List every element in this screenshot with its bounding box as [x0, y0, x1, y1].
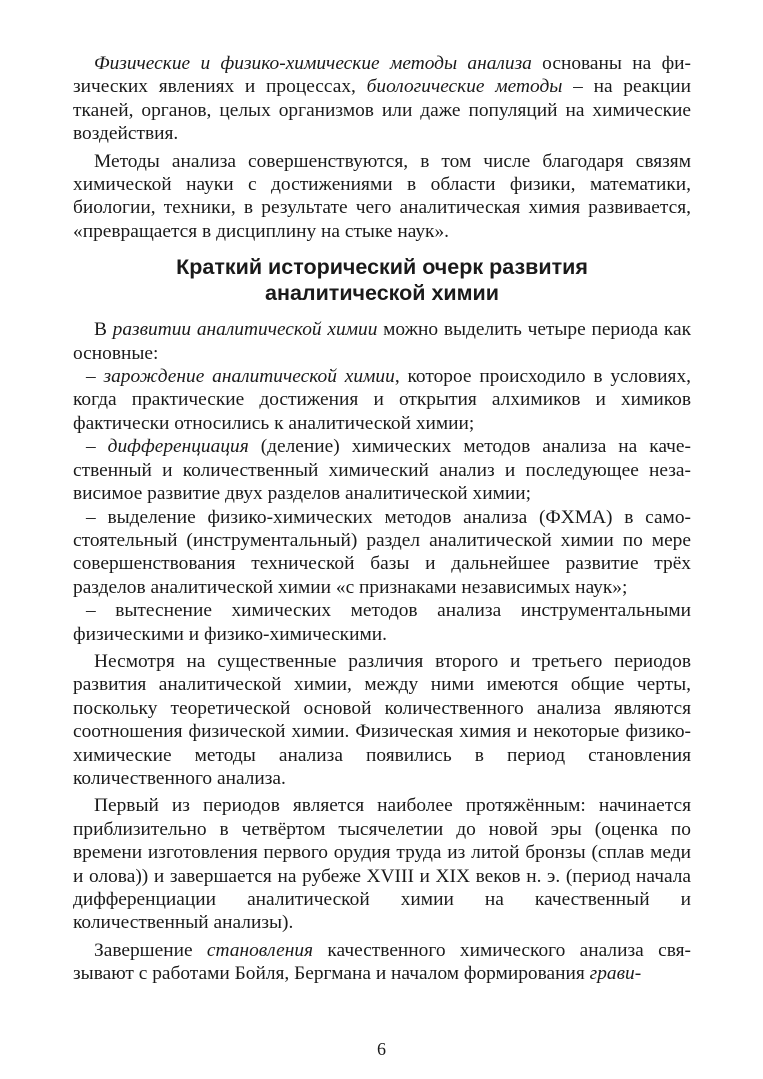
page-body [73, 52, 691, 986]
section-heading [73, 254, 691, 306]
list-dash: – [86, 436, 108, 458]
list-item-period-2 [73, 435, 691, 505]
text-run: качественного химического анализа связывают с работами Бойля, Бергмана и началом формирования [73, 939, 691, 985]
text-run: В [94, 319, 113, 341]
text-run: – на реакции тканей, органов, целых организмов или даже популяций на химические воздействия. [73, 76, 691, 145]
section-paragraph-4 [73, 939, 691, 986]
list-item-period-3: – выделение физико-химических методов анализа (ФХМА) в самостоятельный (инструментальный) раздел аналитической химии по мере совершенствования технической базы и дальнейшее развитие трёх разделов аналитической химии «с признаками независимых наук»; [73, 506, 691, 598]
intro-paragraph-1 [73, 52, 691, 146]
italic-term: становления [206, 939, 314, 961]
text-run: можно выделить четыре периода как основные: [73, 319, 691, 364]
list-item-text: (деление) химических методов анализа на качественный и количественный химический анализ и последующее независимое развитие двух разделов аналитической химии; [73, 436, 692, 505]
text-run: основаны на физических явлениях и процессах, [73, 53, 691, 98]
section-heading-line-2: аналитической химии [265, 281, 499, 306]
section-paragraph-1 [73, 318, 691, 365]
italic-term: дифференциация [107, 436, 249, 458]
section-heading-line-1: Краткий исторический очерк развития [176, 255, 588, 280]
list-item-period-1 [73, 365, 691, 435]
section-paragraph-2: Несмотря на существенные различия второго и третьего периодов развития аналитической химии, между ними имеются общие черты, поскольку теоретической основой количественного анализа являются соотношения физической химии. Физическая химия и некоторые физико-химические методы анализа появились в период становления количественного анализа. [73, 650, 691, 789]
italic-term: зарождение аналитической химии [103, 366, 395, 388]
italic-term: грави- [589, 963, 642, 985]
italic-term: Физические и физико-химические методы анализа [94, 53, 532, 74]
list-item-text: , которое происходило в условиях, когда практические достижения и открытия алхимиков и химиков фактически относились к аналитической химии; [73, 366, 691, 434]
section-paragraph-3: Первый из периодов является наиболее протяжённым: начинается приблизительно в четвёртом тысячелетии до новой эры (оценка по времени изготовления первого орудия труда из литой бронзы (сплав меди и олова)) и завершается на рубеже XVIII и XIX веков н. э. (период начала дифференциации аналитической химии на качественный и количественный анализы). [73, 795, 691, 934]
italic-term: биологические методы [366, 76, 563, 98]
italic-term: развитии аналитической химии [112, 319, 378, 341]
page-number: 6 [377, 1039, 386, 1059]
list-item-period-4: – вытеснение химических методов анализа инструментальными физическими и физико-химическими. [73, 600, 691, 645]
intro-paragraph-2: Методы анализа совершенствуются, в том числе благодаря связям химической науки с достижениями в области физики, математики, биологии, техники, в результате чего аналитическая химия развивается, «превращается в дисциплину на стыке наук». [73, 150, 691, 242]
list-dash: – [86, 366, 104, 388]
text-run: Завершение [94, 939, 207, 961]
